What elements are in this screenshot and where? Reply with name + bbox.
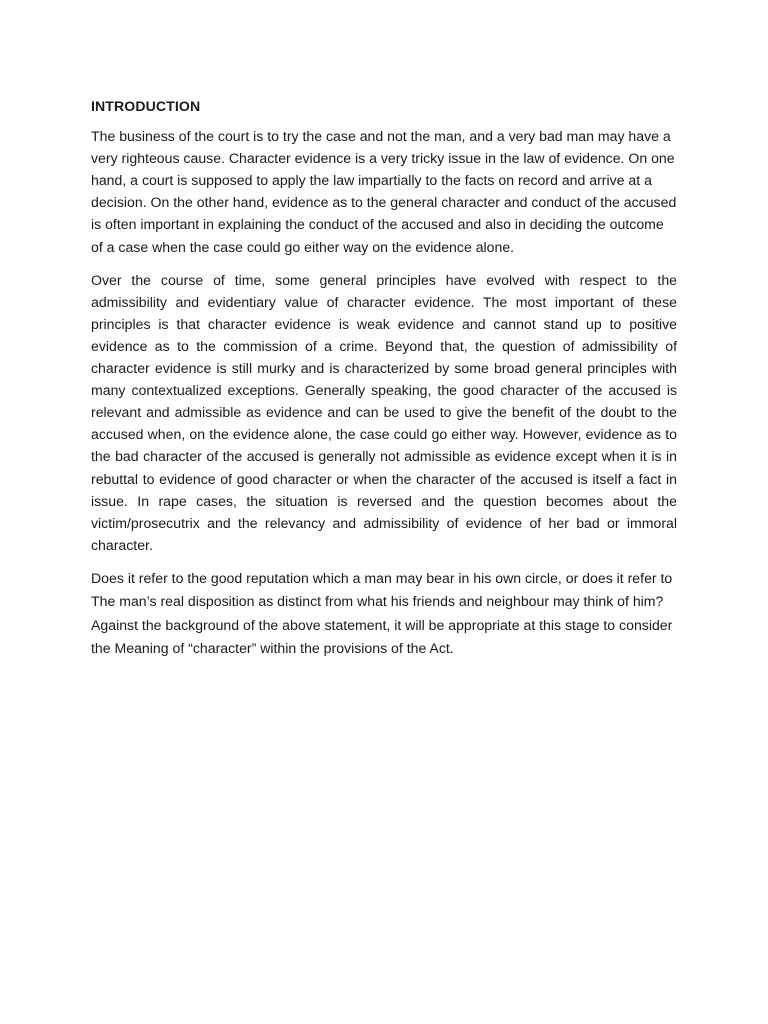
section-heading: INTRODUCTION — [91, 98, 201, 114]
paragraph-1: The business of the court is to try the case and not the man, and a very bad man may have a very righteous cause. Character evidence is a very tricky issue in the law of evidence. On one hand, a court is supposed to apply the law impartially to the facts on record and arrive at a decision. On the other hand, evidence as to the general character and conduct of the accused is often important in explaining the conduct of the accused and also in deciding the outcome of a case when the case could go either way on the evidence alone. — [91, 128, 677, 255]
paragraph-3: Does it refer to the good reputation which a man may bear in his own circle, or does it refer to The man’s real disposition as distinct from what his friends and neighbour may think of him? Against the background of the above statement, it will be appropriate at this stage to consider the Meaning of “character” within the provisions of the Act. — [91, 569, 673, 657]
paragraph-2: Over the course of time, some general principles have evolved with respect to the admissibility and evidentiary value of character evidence. The most important of these principles is that character evidence is weak evidence and cannot stand up to positive evidence as to the commission of a crime. Beyond that, the question of admissibility of character evidence is still murky and is characterized by some broad general principles with many contextualized exceptions. Generally speaking, the good character of the accused is relevant and admissible as evidence and can be used to give the benefit of the doubt to the accused when, on the evidence alone, the case could go either way. However, evidence as to the bad character of the accused is generally not admissible as evidence except when it is in rebuttal to evidence of good character or when the character of the accused is itself a fact in issue. In rape cases, the situation is reversed and the question becomes about the victim/prosecutrix and the relevancy and admissibility of evidence of her bad or immoral character. — [91, 271, 677, 553]
document-page — [91, 95, 677, 672]
